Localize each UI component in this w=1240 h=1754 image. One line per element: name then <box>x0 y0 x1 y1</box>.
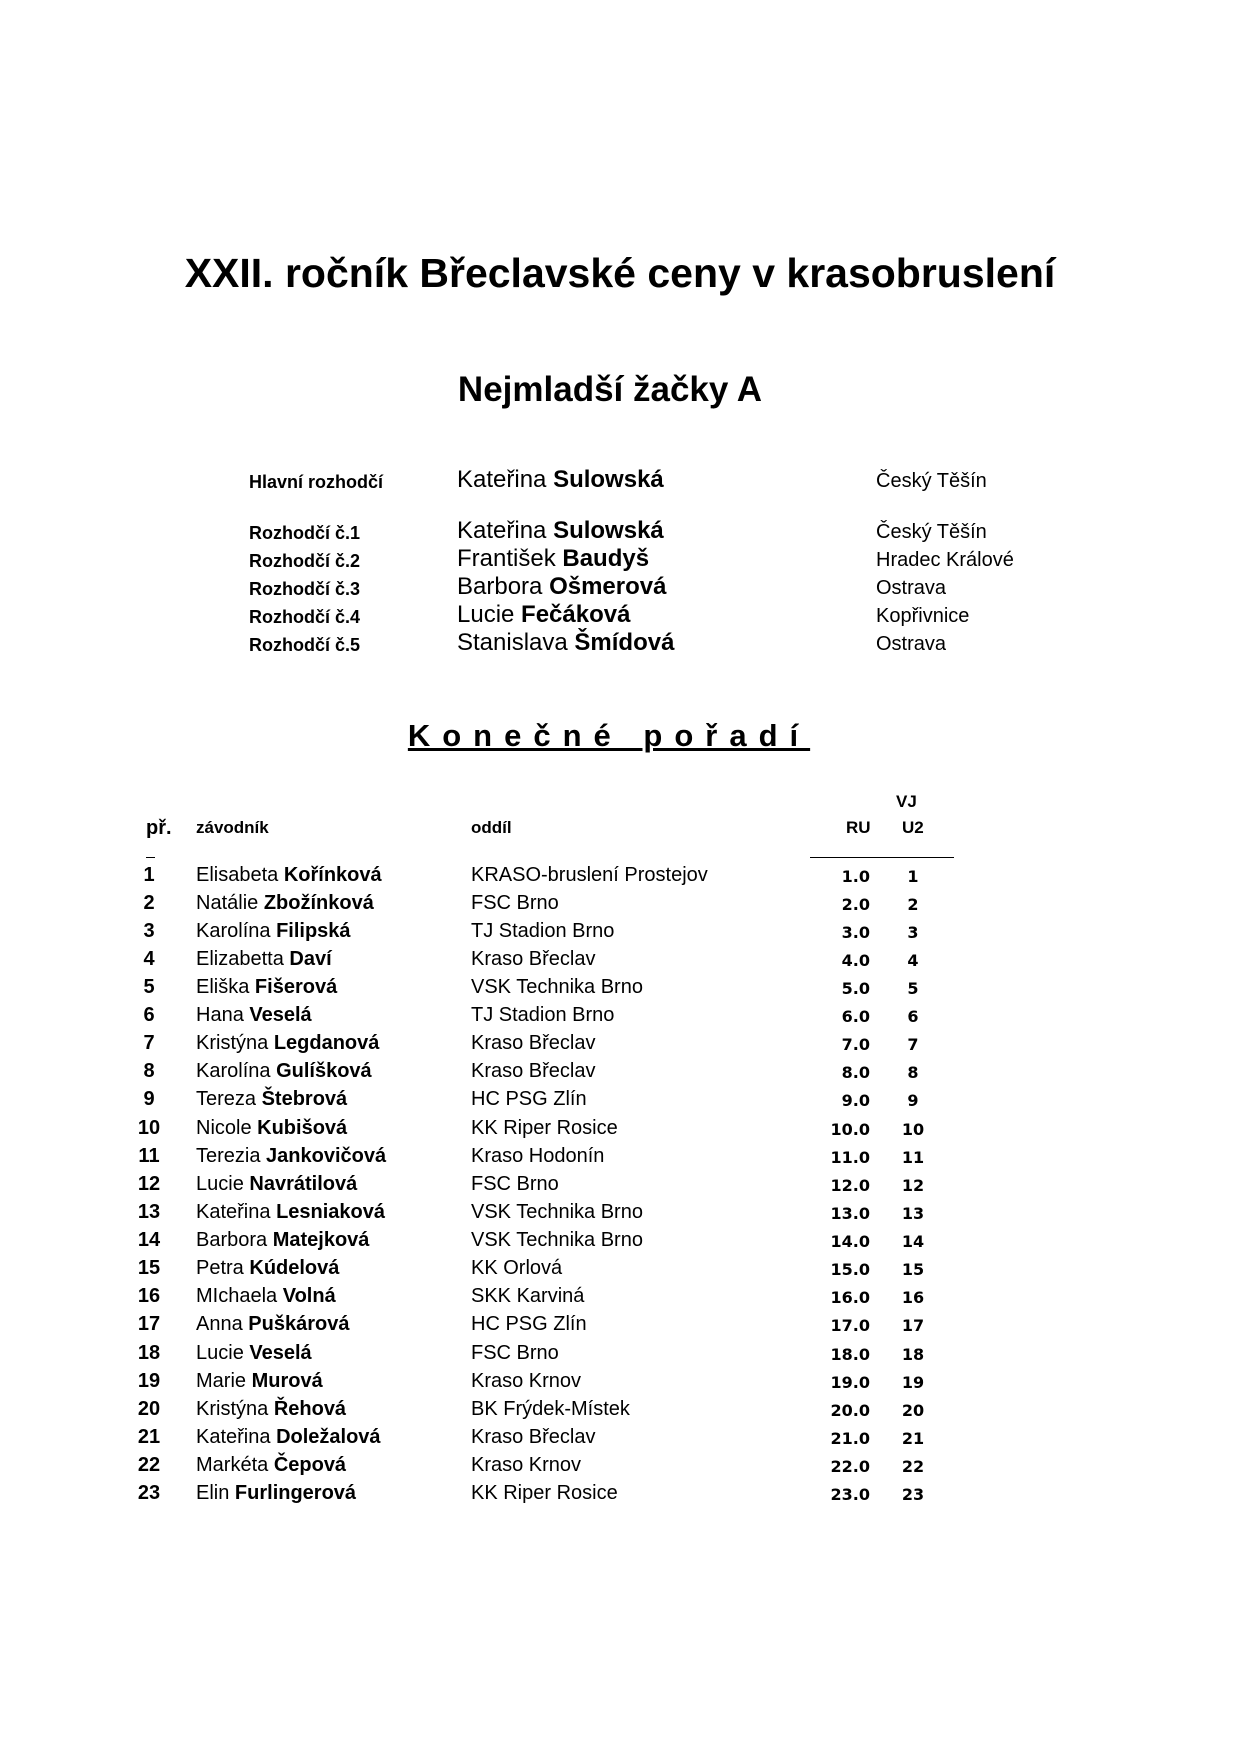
first-name: MIchaela <box>196 1285 278 1307</box>
last-name: Řehová <box>273 1398 347 1420</box>
ru-cell: 9.0 <box>841 1091 870 1110</box>
u2-cell: 22 <box>901 1457 925 1476</box>
rank-cell: 16 <box>137 1285 161 1307</box>
club-cell: FSC Brno <box>471 1342 559 1364</box>
rank-cell: 8 <box>143 1060 155 1082</box>
competitor-cell <box>196 1088 347 1111</box>
competitor-cell <box>196 1398 346 1421</box>
ru-cell: 22.0 <box>830 1457 870 1476</box>
competitor-cell <box>196 1004 312 1027</box>
u2-cell: 8 <box>907 1063 919 1082</box>
rank-cell: 7 <box>143 1032 155 1054</box>
last-name: Matejková <box>272 1229 370 1251</box>
judge-first-name: Kateřina <box>457 517 547 544</box>
judge-city: Český Těšín <box>876 521 987 543</box>
last-name: Daví <box>289 948 332 970</box>
ru-cell: 18.0 <box>830 1345 870 1364</box>
table-row <box>0 1004 1240 1032</box>
table-row <box>0 1032 1240 1060</box>
first-name: Karolína <box>196 1060 271 1082</box>
last-name: Kúdelová <box>249 1257 340 1279</box>
judge-name <box>457 601 630 629</box>
u2-cell: 14 <box>901 1232 925 1251</box>
table-row <box>0 1454 1240 1482</box>
last-name: Kořínková <box>283 864 382 886</box>
header-club: oddíl <box>471 818 512 837</box>
last-name: Puškárová <box>248 1313 350 1335</box>
table-row <box>0 976 1240 1004</box>
table-row <box>0 1229 1240 1257</box>
table-row <box>0 1426 1240 1454</box>
judge-role: Hlavní rozhodčí <box>249 472 384 492</box>
club-cell: Kraso Krnov <box>471 1454 582 1476</box>
table-row <box>0 1370 1240 1398</box>
ru-cell: 11.0 <box>830 1148 870 1167</box>
judge-city: Český Těšín <box>876 470 987 492</box>
ru-cell: 4.0 <box>841 951 870 970</box>
competitor-cell <box>196 1370 323 1393</box>
ru-cell: 8.0 <box>841 1063 870 1082</box>
last-name: Kubišová <box>257 1117 348 1139</box>
ru-cell: 20.0 <box>830 1401 870 1420</box>
club-cell: HC PSG Zlín <box>471 1313 587 1335</box>
table-row <box>0 1060 1240 1088</box>
last-name: Murová <box>251 1370 323 1392</box>
u2-cell: 10 <box>901 1120 925 1139</box>
table-row <box>0 864 1240 892</box>
rank-cell: 2 <box>143 892 155 914</box>
last-name: Zbožínková <box>263 892 374 914</box>
competitor-cell <box>196 1145 386 1168</box>
rank-cell: 22 <box>137 1454 161 1476</box>
ru-cell: 21.0 <box>830 1429 870 1448</box>
ru-cell: 3.0 <box>841 923 870 942</box>
first-name: Kateřina <box>196 1426 271 1448</box>
u2-cell: 20 <box>901 1401 925 1420</box>
last-name: Gulíšková <box>276 1060 372 1082</box>
table-row <box>0 948 1240 976</box>
club-cell: Kraso Břeclav <box>471 1426 596 1448</box>
judge-role: Rozhodčí č.4 <box>249 607 361 627</box>
competitor-cell <box>196 1482 356 1505</box>
judge-name <box>457 517 664 545</box>
rank-cell: 20 <box>137 1398 161 1420</box>
judge-first-name: Barbora <box>457 573 543 600</box>
header-ru: RU <box>846 818 871 837</box>
club-cell: Kraso Břeclav <box>471 948 596 970</box>
competitor-cell <box>196 1060 372 1083</box>
ru-cell: 14.0 <box>830 1232 870 1251</box>
club-cell: KK Orlová <box>471 1257 563 1279</box>
u2-cell: 18 <box>901 1345 925 1364</box>
competitor-cell <box>196 892 374 915</box>
u2-cell: 19 <box>901 1373 925 1392</box>
ru-cell: 6.0 <box>841 1007 870 1026</box>
competitor-cell <box>196 1342 312 1365</box>
last-name: Jankovičová <box>266 1145 387 1167</box>
rank-cell: 4 <box>143 948 155 970</box>
u2-cell: 16 <box>901 1288 925 1307</box>
competitor-cell <box>196 1117 347 1140</box>
club-cell: Kraso Břeclav <box>471 1060 596 1082</box>
header-divider <box>810 857 954 858</box>
last-name: Fišerová <box>254 976 338 998</box>
judge-city: Ostrava <box>876 633 947 655</box>
last-name: Doležalová <box>276 1426 381 1448</box>
club-cell: VSK Technika Brno <box>471 976 643 998</box>
first-name: Terezia <box>196 1145 261 1167</box>
judge-first-name: František <box>457 545 556 572</box>
ru-cell: 2.0 <box>841 895 870 914</box>
judge-name <box>457 629 674 657</box>
u2-cell: 11 <box>901 1148 925 1167</box>
club-cell: HC PSG Zlín <box>471 1088 587 1110</box>
last-name: Legdanová <box>273 1032 380 1054</box>
competitor-cell <box>196 1173 357 1196</box>
judge-first-name: Stanislava <box>457 629 568 656</box>
table-row <box>0 1313 1240 1341</box>
u2-cell: 9 <box>907 1091 919 1110</box>
u2-cell: 15 <box>901 1260 925 1279</box>
header-competitor: závodník <box>196 818 269 837</box>
table-row <box>0 1117 1240 1145</box>
club-cell: KK Riper Rosice <box>471 1482 618 1504</box>
first-name: Tereza <box>196 1088 257 1110</box>
judge-first-name: Kateřina <box>457 466 547 493</box>
judge-role: Rozhodčí č.1 <box>249 523 361 543</box>
last-name: Navrátilová <box>249 1173 358 1195</box>
category-title: Nejmladší žačky A <box>457 370 763 409</box>
u2-cell: 7 <box>907 1035 919 1054</box>
ru-cell: 19.0 <box>830 1373 870 1392</box>
u2-cell: 23 <box>901 1485 925 1504</box>
ru-cell: 10.0 <box>830 1120 870 1139</box>
judge-role: Rozhodčí č.5 <box>249 635 361 655</box>
rank-cell: 17 <box>137 1313 161 1335</box>
competitor-cell <box>196 1257 339 1280</box>
judge-name <box>457 545 649 573</box>
competitor-cell <box>196 976 337 999</box>
page-title: XXII. ročník Břeclavské ceny v krasobruslení <box>184 250 1056 296</box>
last-name: Veselá <box>249 1342 312 1364</box>
club-cell: KK Riper Rosice <box>471 1117 618 1139</box>
header-rank: př. <box>146 817 172 839</box>
judge-last-name: Šmídová <box>574 629 675 656</box>
judge-last-name: Baudyš <box>562 545 650 572</box>
competitor-cell <box>196 1285 336 1308</box>
club-cell: TJ Stadion Brno <box>471 1004 615 1026</box>
ru-cell: 23.0 <box>830 1485 870 1504</box>
judge-role: Rozhodčí č.2 <box>249 551 361 571</box>
club-cell: FSC Brno <box>471 892 559 914</box>
judge-first-name: Lucie <box>457 601 515 628</box>
table-row <box>0 1173 1240 1201</box>
rank-cell: 19 <box>137 1370 161 1392</box>
first-name: Barbora <box>196 1229 268 1251</box>
competitor-cell <box>196 920 351 943</box>
club-cell: KRASO-bruslení Prostejov <box>471 864 708 886</box>
ru-cell: 13.0 <box>830 1204 870 1223</box>
rank-cell: 1 <box>143 864 155 886</box>
rank-cell: 21 <box>137 1426 161 1448</box>
first-name: Hana <box>196 1004 244 1026</box>
judge-city: Kopřivnice <box>876 605 970 627</box>
u2-cell: 21 <box>901 1429 925 1448</box>
table-row <box>0 1201 1240 1229</box>
ru-cell: 5.0 <box>841 979 870 998</box>
ru-cell: 1.0 <box>841 867 870 886</box>
ru-cell: 15.0 <box>830 1260 870 1279</box>
table-row <box>0 892 1240 920</box>
rank-cell: 12 <box>137 1173 161 1195</box>
ru-cell: 7.0 <box>841 1035 870 1054</box>
club-cell: BK Frýdek-Místek <box>471 1398 630 1420</box>
header-vj: VJ <box>896 792 917 811</box>
results-heading: Konečné pořadí <box>407 718 811 753</box>
table-row <box>0 1285 1240 1313</box>
first-name: Marie <box>196 1370 247 1392</box>
last-name: Čepová <box>273 1454 347 1476</box>
first-name: Kateřina <box>196 1201 271 1223</box>
club-cell: VSK Technika Brno <box>471 1229 643 1251</box>
first-name: Nicole <box>196 1117 252 1139</box>
rank-cell: 13 <box>137 1201 161 1223</box>
competitor-cell <box>196 1201 385 1224</box>
first-name: Lucie <box>196 1173 244 1195</box>
ru-cell: 17.0 <box>830 1316 870 1335</box>
rank-cell: 3 <box>143 920 155 942</box>
u2-cell: 17 <box>901 1316 925 1335</box>
rank-cell: 10 <box>137 1117 161 1139</box>
judge-last-name: Sulowská <box>553 517 664 544</box>
rank-cell: 23 <box>137 1482 161 1504</box>
competitor-cell <box>196 1313 349 1336</box>
rank-cell: 15 <box>137 1257 161 1279</box>
table-row <box>0 1257 1240 1285</box>
last-name: Veselá <box>249 1004 312 1026</box>
club-cell: SKK Karviná <box>471 1285 585 1307</box>
ru-cell: 12.0 <box>830 1176 870 1195</box>
club-cell: VSK Technika Brno <box>471 1201 643 1223</box>
table-row <box>0 1482 1240 1510</box>
last-name: Štebrová <box>261 1088 348 1110</box>
first-name: Natálie <box>196 892 259 914</box>
first-name: Elin <box>196 1482 230 1504</box>
rank-cell: 14 <box>137 1229 161 1251</box>
rank-cell: 5 <box>143 976 155 998</box>
u2-cell: 1 <box>907 867 919 886</box>
first-name: Markéta <box>196 1454 269 1476</box>
rank-cell: 6 <box>143 1004 155 1026</box>
competitor-cell <box>196 864 382 887</box>
first-name: Kristýna <box>196 1398 269 1420</box>
first-name: Kristýna <box>196 1032 269 1054</box>
competitor-cell <box>196 1454 346 1477</box>
club-cell: Kraso Krnov <box>471 1370 582 1392</box>
judge-last-name: Sulowská <box>553 466 664 493</box>
last-name: Filipská <box>276 920 351 942</box>
header-dash <box>146 857 155 858</box>
u2-cell: 13 <box>901 1204 925 1223</box>
judge-role: Rozhodčí č.3 <box>249 579 361 599</box>
ru-cell: 16.0 <box>830 1288 870 1307</box>
rank-cell: 11 <box>138 1145 160 1167</box>
header-u2: U2 <box>902 818 924 837</box>
u2-cell: 5 <box>907 979 919 998</box>
rank-cell: 9 <box>143 1088 155 1110</box>
u2-cell: 3 <box>907 923 919 942</box>
judge-last-name: Fečáková <box>521 601 631 628</box>
judge-last-name: Ošmerová <box>549 573 667 600</box>
first-name: Elizabetta <box>196 948 284 970</box>
table-row <box>0 1145 1240 1173</box>
table-row <box>0 1398 1240 1426</box>
u2-cell: 12 <box>901 1176 925 1195</box>
club-cell: Kraso Břeclav <box>471 1032 596 1054</box>
table-row <box>0 920 1240 948</box>
u2-cell: 2 <box>907 895 919 914</box>
first-name: Lucie <box>196 1342 244 1364</box>
u2-cell: 4 <box>907 951 919 970</box>
first-name: Eliška <box>196 976 250 998</box>
club-cell: FSC Brno <box>471 1173 559 1195</box>
judge-city: Hradec Králové <box>876 549 1014 571</box>
judge-name <box>457 573 666 601</box>
club-cell: Kraso Hodonín <box>471 1145 605 1167</box>
judge-city: Ostrava <box>876 577 947 599</box>
first-name: Elisabeta <box>196 864 279 886</box>
table-row <box>0 1088 1240 1116</box>
competitor-cell <box>196 1426 381 1449</box>
last-name: Furlingerová <box>234 1482 357 1504</box>
competitor-cell <box>196 1032 379 1055</box>
rank-cell: 18 <box>137 1342 161 1364</box>
first-name: Anna <box>196 1313 243 1335</box>
table-row <box>0 1342 1240 1370</box>
judge-name <box>457 466 664 494</box>
u2-cell: 6 <box>907 1007 919 1026</box>
first-name: Karolína <box>196 920 271 942</box>
last-name: Lesniaková <box>276 1201 386 1223</box>
last-name: Volná <box>282 1285 336 1307</box>
competitor-cell <box>196 948 332 971</box>
first-name: Petra <box>196 1257 244 1279</box>
competitor-cell <box>196 1229 369 1252</box>
club-cell: TJ Stadion Brno <box>471 920 615 942</box>
